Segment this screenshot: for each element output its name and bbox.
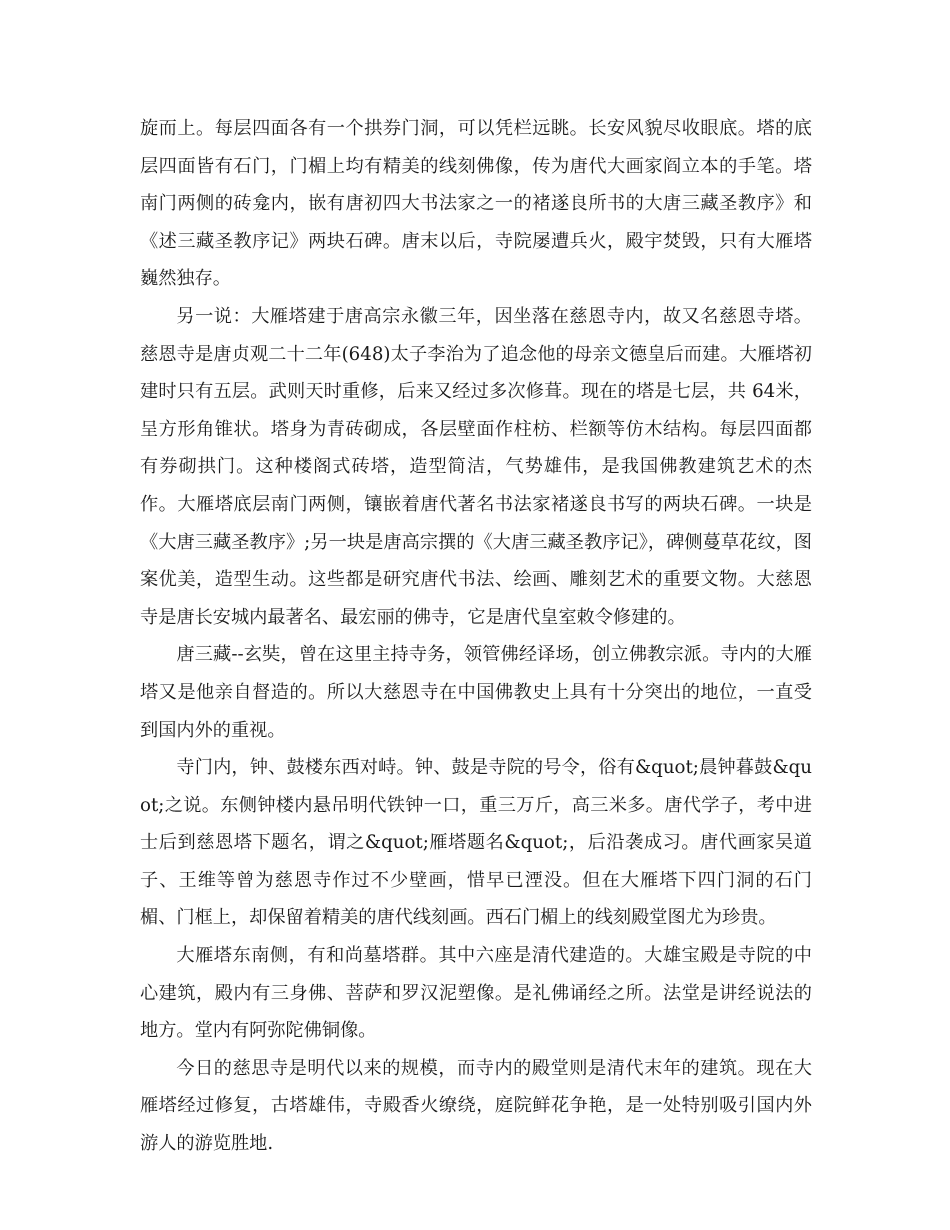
- paragraph-xuanzang: 唐三藏--玄奘，曾在这里主持寺务，领管佛经译场，创立佛教宗派。寺内的大雁塔又是他亲自督造的。所以大慈恩寺在中国佛教史上具有十分突出的地位，一直受到国内外的重视。: [140, 644, 812, 741]
- paragraph-bell-drum-towers: 寺门内，钟、鼓楼东西对峙。钟、鼓是寺院的号令，俗有&quot;晨钟暮鼓&quot;之说。东侧钟楼内悬吊明代铁钟一口，重三万斤，高三米多。唐代学子，考中进士后到慈恩塔下题名，谓之&quot;雁塔题名&quot;，后沿袭成习。唐代画家吴道子、王维等曾为慈恩寺作过不少壁画，惜早已湮没。但在大雁塔下四门洞的石门楣、门框上，却保留着精美的唐代线刻画。西石门楣上的线刻殿堂图尤为珍贵。: [140, 757, 812, 929]
- paragraph-monk-pagodas: 大雁塔东南侧，有和尚墓塔群。其中六座是清代建造的。大雄宝殿是寺院的中心建筑，殿内有三身佛、菩萨和罗汉泥塑像。是礼佛诵经之所。法堂是讲经说法的地方。堂内有阿弥陀佛铜像。: [140, 945, 812, 1042]
- paragraph-continuation: 旋而上。每层四面各有一个拱券门洞，可以凭栏远眺。长安风貌尽收眼底。塔的底层四面皆有石门，门楣上均有精美的线刻佛像，传为唐代大画家阎立本的手笔。塔南门两侧的砖龛内，嵌有唐初四大书法家之一的褚遂良所书的大唐三藏圣教序》和《述三藏圣教序记》两块石碑。唐末以后，寺院屡遭兵火，殿宇焚毁，只有大雁塔巍然独存。: [140, 118, 812, 290]
- document-body: [140, 110, 812, 1163]
- paragraph-alternate-account: 另一说：大雁塔建于唐高宗永徽三年，因坐落在慈恩寺内，故又名慈恩寺塔。慈恩寺是唐贞观二十二年(648)太子李治为了追念他的母亲文德皇后而建。大雁塔初建时只有五层。武则天时重修，后来又经过多次修葺。现在的塔是七层，共 64米，呈方形角锥状。塔身为青砖砌成，各层壁面作柱枋、栏额等仿木结构。每层四面都有券砌拱门。这种楼阁式砖塔，造型简洁，气势雄伟，是我国佛教建筑艺术的杰作。大雁塔底层南门两侧，镶嵌着唐代著名书法家褚遂良书写的两块石碑。一块是《大唐三藏圣教序》;另一块是唐高宗撰的《大唐三藏圣教序记》，碑侧蔓草花纹，图案优美，造型生动。这些都是研究唐代书法、绘画、雕刻艺术的重要文物。大慈恩寺是唐长安城内最著名、最宏丽的佛寺，它是唐代皇室敕令修建的。: [140, 305, 812, 628]
- paragraph-today: 今日的慈思寺是明代以来的规模，而寺内的殿堂则是清代末年的建筑。现在大雁塔经过修复，古塔雄伟，寺殿香火缭绕，庭院鲜花争艳，是一处特别吸引国内外游人的游览胜地.: [140, 1057, 812, 1155]
